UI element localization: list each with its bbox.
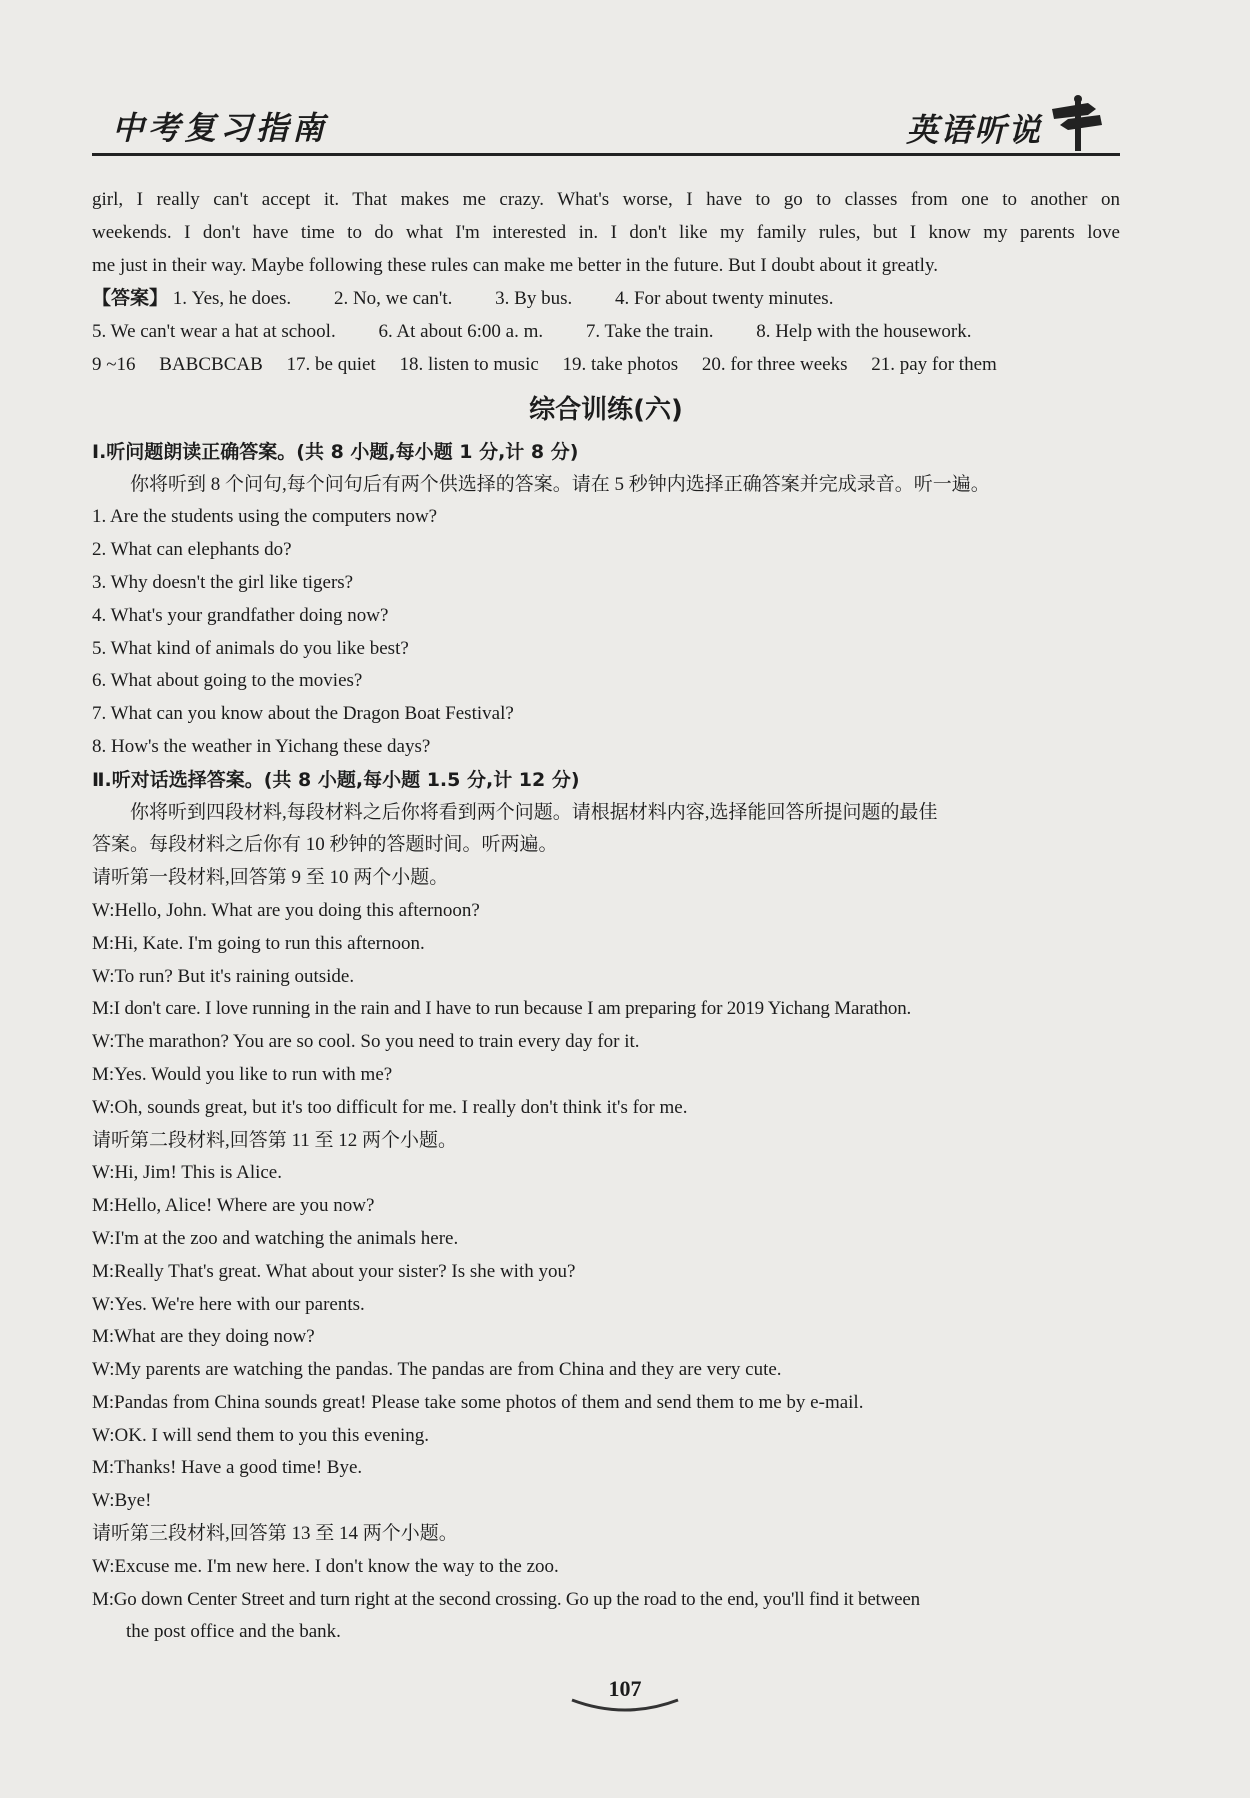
answer-item: 9 ~16 bbox=[92, 353, 136, 375]
answer-item: 6. At about 6:00 a. m. bbox=[378, 321, 544, 343]
part2-heading: Ⅱ.听对话选择答案。(共 8 小题,每小题 1.5 分,计 12 分) bbox=[92, 768, 580, 791]
dialogue-intro: 请听第一段材料,回答第 9 至 10 两个小题。 bbox=[92, 867, 449, 889]
answer-item: 21. pay for them bbox=[871, 353, 997, 375]
part2-instruction-line: 答案。每段材料之后你有 10 秒钟的答题时间。听两遍。 bbox=[92, 834, 558, 856]
question-item: 2. What can elephants do? bbox=[92, 539, 292, 561]
part1-heading: Ⅰ.听问题朗读正确答案。(共 8 小题,每小题 1 分,计 8 分) bbox=[92, 440, 579, 463]
question-item: 7. What can you know about the Dragon Boat Festival? bbox=[92, 703, 514, 725]
question-item: 3. Why doesn't the girl like tigers? bbox=[92, 571, 354, 593]
dialogue-line: M:Yes. Would you like to run with me? bbox=[92, 1063, 393, 1085]
dialogue-line: M:Really That's great. What about your sister? Is she with you? bbox=[92, 1260, 576, 1282]
dialogue-line: W:Yes. We're here with our parents. bbox=[92, 1293, 365, 1315]
question-item: 1. Are the students using the computers now? bbox=[92, 506, 438, 528]
passage-line: weekends. I don't have time to do what I'm interested in. I don't like my family rules, but I know my parents love bbox=[92, 221, 1120, 243]
question-item: 6. What about going to the movies? bbox=[92, 670, 363, 692]
header-right-title: 英语听说 bbox=[905, 112, 1042, 148]
answer-item: BABCBCAB bbox=[159, 353, 263, 375]
dialogue-line: M:Go down Center Street and turn right at the second crossing. Go up the road to the end, you'll find it between bbox=[92, 1588, 920, 1610]
dialogue-line: M:Thanks! Have a good time! Bye. bbox=[92, 1457, 363, 1479]
part2-instruction-line: 你将听到四段材料,每段材料之后你将看到两个问题。请根据材料内容,选择能回答所提问题的最佳 bbox=[130, 801, 938, 823]
answer-item: 19. take photos bbox=[562, 353, 679, 375]
answer-row-1 bbox=[92, 282, 1120, 316]
signpost-icon bbox=[1048, 95, 1108, 153]
page-content bbox=[92, 184, 1120, 1649]
header-left-title: 中考复习指南 bbox=[112, 110, 329, 146]
dialogue-line: M:Hi, Kate. I'm going to run this afternoon. bbox=[92, 932, 425, 954]
answer-item: 17. be quiet bbox=[286, 353, 376, 375]
answer-item: 1. Yes, he does. bbox=[172, 288, 292, 310]
dialogue-line: W:Hi, Jim! This is Alice. bbox=[92, 1162, 282, 1184]
answer-item: 4. For about twenty minutes. bbox=[614, 288, 834, 310]
dialogue-line: W:The marathon? You are so cool. So you need to train every day for it. bbox=[92, 1031, 640, 1053]
dialogue-line: M:What are they doing now? bbox=[92, 1326, 315, 1348]
dialogue-line: M:I don't care. I love running in the rain and I have to run because I am preparing for 2019 Yichang Marathon. bbox=[92, 998, 912, 1020]
dialogue-line: W:Oh, sounds great, but it's too difficult for me. I really don't think it's for me. bbox=[92, 1096, 688, 1118]
passage-line: girl, I really can't accept it. That makes me crazy. What's worse, I have to go to classes from one to another on bbox=[92, 189, 1120, 210]
answer-row-3 bbox=[92, 349, 1120, 382]
answer-item: 2. No, we can't. bbox=[333, 288, 453, 310]
header-rule bbox=[92, 153, 1120, 156]
answer-label: 【答案】 bbox=[92, 287, 169, 310]
part1-instruction: 你将听到 8 个问句,每个问句后有两个供选择的答案。请在 5 秒钟内选择正确答案并完成录音。听一遍。 bbox=[130, 473, 990, 495]
dialogue-line: W:Hello, John. What are you doing this afternoon? bbox=[92, 899, 480, 921]
dialogue-line-continuation: the post office and the bank. bbox=[126, 1621, 341, 1643]
dialogue-line: W:OK. I will send them to you this evening. bbox=[92, 1424, 430, 1446]
question-item: 8. How's the weather in Yichang these days? bbox=[92, 735, 431, 757]
dialogue-line: M:Hello, Alice! Where are you now? bbox=[92, 1195, 375, 1217]
page-number-ornament bbox=[570, 1698, 680, 1714]
dialogue-line: M:Pandas from China sounds great! Please take some photos of them and send them to me by e-mail. bbox=[92, 1391, 864, 1413]
answer-row-2 bbox=[92, 316, 1120, 349]
dialogue-intro: 请听第二段材料,回答第 11 至 12 两个小题。 bbox=[92, 1129, 458, 1151]
answer-item: 7. Take the train. bbox=[585, 321, 714, 343]
question-item: 5. What kind of animals do you like best? bbox=[92, 637, 409, 659]
answer-item: 20. for three weeks bbox=[701, 353, 848, 375]
dialogue-line: W:My parents are watching the pandas. The pandas are from China and they are very cute. bbox=[92, 1359, 782, 1381]
answer-item: 5. We can't wear a hat at school. bbox=[92, 321, 336, 343]
dialogue-line: W:To run? But it's raining outside. bbox=[92, 965, 355, 987]
passage-line: me just in their way. Maybe following these rules can make me better in the future. But I doubt about it greatly. bbox=[92, 254, 938, 276]
section-title: 综合训练(六) bbox=[529, 394, 683, 425]
dialogue-line: W:Bye! bbox=[92, 1490, 152, 1512]
page-number: 107 bbox=[608, 1676, 642, 1701]
dialogue-intro: 请听第三段材料,回答第 13 至 14 两个小题。 bbox=[92, 1523, 458, 1545]
answer-item: 3. By bus. bbox=[495, 288, 573, 310]
page-header bbox=[92, 95, 1120, 155]
dialogue-line: W:Excuse me. I'm new here. I don't know the way to the zoo. bbox=[92, 1555, 559, 1577]
question-item: 4. What's your grandfather doing now? bbox=[92, 604, 389, 626]
page-footer bbox=[560, 1672, 690, 1716]
dialogue-line: W:I'm at the zoo and watching the animals here. bbox=[92, 1227, 459, 1249]
answer-item: 18. listen to music bbox=[399, 353, 539, 375]
answer-item: 8. Help with the housework. bbox=[756, 321, 972, 343]
